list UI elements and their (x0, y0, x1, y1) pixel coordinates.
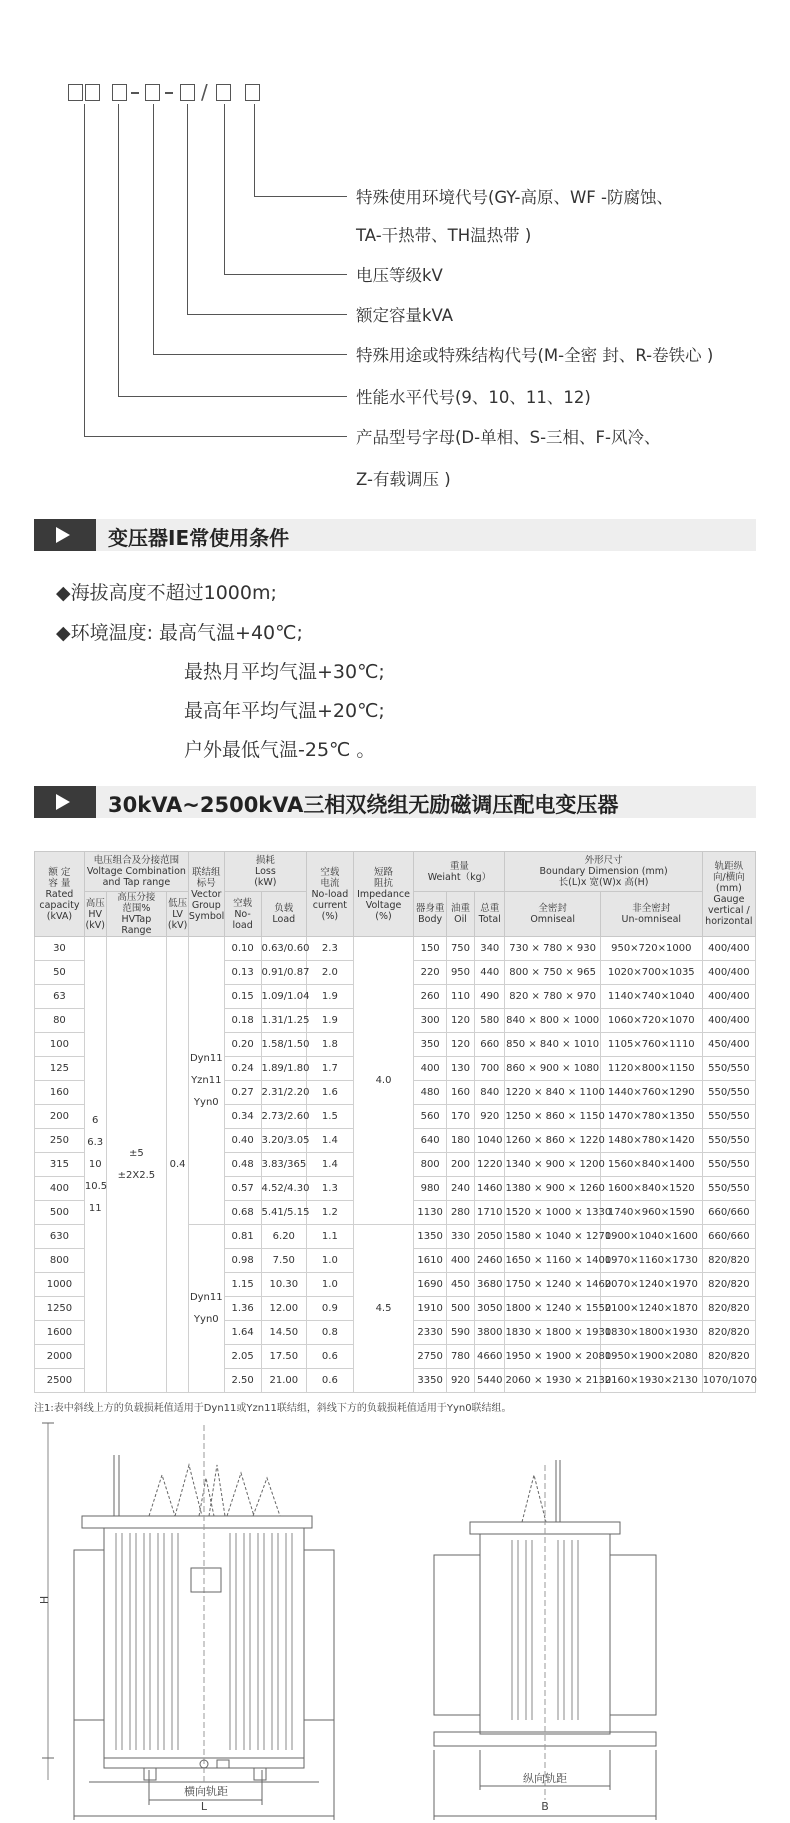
cell-capacity: 2500 (35, 1369, 85, 1393)
cell-omniseal: 730 × 780 × 930 (505, 937, 600, 961)
header-weight: 重量 Weiaht（kg） (414, 852, 505, 892)
table-note: 注1:表中斜线上方的负载损耗值适用于Dyn11或Yzn11联结组，斜线下方的负载损耗值适用于Yyn0联结组。 (34, 1403, 512, 1414)
cell-oil: 120 (446, 1033, 474, 1057)
tap-value: ±2X2.5 (117, 1169, 156, 1181)
cell-load-loss: 2.73/2.60 (261, 1105, 307, 1129)
header-noload-current: 空载 电流 No-load current (%) (307, 852, 354, 937)
cell-oil: 130 (446, 1057, 474, 1081)
cell-gauge: 400/400 (702, 985, 755, 1009)
cell-load-loss: 4.52/4.30 (261, 1177, 307, 1201)
hv-value: 10.5 (84, 1180, 108, 1192)
header-tap: 高压分接 范围% HVTap Range (106, 892, 167, 937)
cell-unomniseal: 1830×1800×1930 (600, 1321, 702, 1345)
cell-gauge: 550/550 (702, 1081, 755, 1105)
cell-noload-current: 0.8 (307, 1321, 354, 1345)
cell-body: 800 (414, 1153, 447, 1177)
cell-noload-loss: 1.36 (224, 1297, 261, 1321)
cell-omniseal: 1800 × 1240 × 1550 (505, 1297, 600, 1321)
cell-noload-current: 0.6 (307, 1369, 354, 1393)
cell-total: 840 (475, 1081, 505, 1105)
cell-oil: 330 (446, 1225, 474, 1249)
condition-altitude: ◆海拔高度不超过1000m; (56, 582, 277, 604)
cell-omniseal: 1260 × 860 × 1220 (505, 1129, 600, 1153)
cell-noload-current: 1.6 (307, 1081, 354, 1105)
cell-body: 350 (414, 1033, 447, 1057)
cell-body: 2330 (414, 1321, 447, 1345)
code-box (112, 84, 127, 101)
cell-omniseal: 800 × 750 × 965 (505, 961, 600, 985)
leader-line (84, 104, 347, 437)
cell-total: 700 (475, 1057, 505, 1081)
code-box (145, 84, 160, 101)
rated-capacity-desc: 额定容量kVA (356, 306, 454, 325)
cell-total: 3680 (475, 1273, 505, 1297)
cell-gauge: 1070/1070 (702, 1369, 755, 1393)
front-view (42, 1423, 334, 1820)
cell-noload-current: 1.2 (307, 1201, 354, 1225)
cell-body: 1910 (414, 1297, 447, 1321)
cell-noload-current: 2.3 (307, 937, 354, 961)
cell-oil: 920 (446, 1369, 474, 1393)
length-label: L (200, 1800, 208, 1813)
side-view (434, 1460, 656, 1820)
cell-body: 1350 (414, 1225, 447, 1249)
condition-min-temp: 户外最低气温-25℃ 。 (184, 739, 376, 761)
vector-value: Yzn11 (191, 1074, 222, 1086)
cell-noload-loss: 0.27 (224, 1081, 261, 1105)
code-dash (131, 92, 139, 94)
cell-capacity: 125 (35, 1057, 85, 1081)
cell-body: 2750 (414, 1345, 447, 1369)
cell-load-loss: 3.83/365 (261, 1153, 307, 1177)
cell-capacity: 315 (35, 1153, 85, 1177)
cell-load-loss: 0.63/0.60 (261, 937, 307, 961)
cell-omniseal: 1380 × 900 × 1260 (505, 1177, 600, 1201)
cell-total: 3050 (475, 1297, 505, 1321)
cell-omniseal: 1520 × 1000 × 1330 (505, 1201, 600, 1225)
cell-body: 980 (414, 1177, 447, 1201)
cell-unomniseal: 2100×1240×1870 (600, 1297, 702, 1321)
cell-oil: 590 (446, 1321, 474, 1345)
cell-noload-loss: 2.50 (224, 1369, 261, 1393)
header-voltage-group: 电压组合及分接范围 Voltage Combination and Tap range (84, 852, 188, 892)
height-label: H (38, 1595, 51, 1605)
cell-body: 1610 (414, 1249, 447, 1273)
cell-noload-current: 1.4 (307, 1129, 354, 1153)
cell-total: 580 (475, 1009, 505, 1033)
code-box (68, 84, 83, 101)
header-hv: 高压 HV (kV) (84, 892, 106, 937)
header-body: 器身重 Body (414, 892, 447, 937)
header-gauge: 轨距纵 向/横向 (mm) Gauge vertical / horizontal (702, 852, 755, 937)
header-oil: 油重 Oil (446, 892, 474, 937)
width-label: B (541, 1800, 549, 1813)
cell-omniseal: 1220 × 840 × 1100 (505, 1081, 600, 1105)
cell-vector-lower (188, 1225, 224, 1393)
cell-capacity: 1250 (35, 1297, 85, 1321)
cell-gauge: 660/660 (702, 1225, 755, 1249)
hv-value: 10 (88, 1158, 102, 1170)
cell-total: 3800 (475, 1321, 505, 1345)
cell-noload-current: 1.3 (307, 1177, 354, 1201)
cell-noload-current: 1.8 (307, 1033, 354, 1057)
cell-unomniseal: 1060×720×1070 (600, 1009, 702, 1033)
cell-body: 220 (414, 961, 447, 985)
cell-omniseal: 1250 × 860 × 1150 (505, 1105, 600, 1129)
cell-oil: 950 (446, 961, 474, 985)
cell-omniseal: 1750 × 1240 × 1460 (505, 1273, 600, 1297)
cell-capacity: 80 (35, 1009, 85, 1033)
cell-unomniseal: 1440×760×1290 (600, 1081, 702, 1105)
cell-load-loss: 6.20 (261, 1225, 307, 1249)
cell-capacity: 2000 (35, 1345, 85, 1369)
cell-capacity: 50 (35, 961, 85, 985)
cell-noload-loss: 0.57 (224, 1177, 261, 1201)
condition-month-temp: 最热月平均气温+30℃; (184, 661, 385, 683)
cell-noload-loss: 1.64 (224, 1321, 261, 1345)
cell-oil: 170 (446, 1105, 474, 1129)
cell-oil: 280 (446, 1201, 474, 1225)
cell-omniseal: 850 × 840 × 1010 (505, 1033, 600, 1057)
cell-gauge: 820/820 (702, 1345, 755, 1369)
env-code-desc-cont: TA-干热带、TH温热带 ) (356, 226, 532, 245)
product-letter-desc: 产品型号字母(D-单相、S-三相、F-风冷、 (356, 428, 661, 447)
cell-omniseal: 1830 × 1800 × 1930 (505, 1321, 600, 1345)
cell-load-loss: 1.58/1.50 (261, 1033, 307, 1057)
cell-gauge: 550/550 (702, 1153, 755, 1177)
cell-oil: 180 (446, 1129, 474, 1153)
cell-capacity: 30 (35, 937, 85, 961)
cell-total: 1220 (475, 1153, 505, 1177)
cell-noload-loss: 0.68 (224, 1201, 261, 1225)
special-purpose-desc: 特殊用途或特殊结构代号(M-全密 封、R-卷铁心 ) (356, 346, 714, 365)
header-dimension: 外形尺寸 Boundary Dimension (mm) 长(L)x 宽(W)x 高(H) (505, 852, 702, 892)
cell-omniseal: 1950 × 1900 × 2080 (505, 1345, 600, 1369)
code-dash (165, 92, 173, 94)
cell-capacity: 100 (35, 1033, 85, 1057)
cell-oil: 200 (446, 1153, 474, 1177)
cell-gauge: 820/820 (702, 1249, 755, 1273)
cell-total: 1040 (475, 1129, 505, 1153)
cell-omniseal: 1580 × 1040 × 1270 (505, 1225, 600, 1249)
cell-unomniseal: 1105×760×1110 (600, 1033, 702, 1057)
cell-capacity: 63 (35, 985, 85, 1009)
header-vector: 联结组 标号 Vector Group Symbol (188, 852, 224, 937)
cell-noload-loss: 2.05 (224, 1345, 261, 1369)
cell-body: 560 (414, 1105, 447, 1129)
cell-noload-loss: 0.81 (224, 1225, 261, 1249)
cell-omniseal: 820 × 780 × 970 (505, 985, 600, 1009)
cell-noload-loss: 1.15 (224, 1273, 261, 1297)
cell-noload-current: 0.9 (307, 1297, 354, 1321)
code-slash: / (201, 80, 208, 104)
cell-capacity: 800 (35, 1249, 85, 1273)
cell-omniseal: 1340 × 900 × 1200 (505, 1153, 600, 1177)
cell-total: 440 (475, 961, 505, 985)
cell-gauge: 820/820 (702, 1297, 755, 1321)
cell-noload-current: 1.5 (307, 1105, 354, 1129)
cell-noload-loss: 0.13 (224, 961, 261, 985)
cell-tap-merged (106, 937, 167, 1393)
cell-omniseal: 2060 × 1930 × 2130 (505, 1369, 600, 1393)
cell-unomniseal: 1140×740×1040 (600, 985, 702, 1009)
cell-gauge: 400/400 (702, 937, 755, 961)
header-capacity: 额 定 容 量 Rated capacity (kVA) (35, 852, 85, 937)
cell-unomniseal: 950×720×1000 (600, 937, 702, 961)
cell-gauge: 550/550 (702, 1057, 755, 1081)
code-box (180, 84, 195, 101)
cell-omniseal: 860 × 900 × 1080 (505, 1057, 600, 1081)
header-omniseal: 全密封 Omniseal (505, 892, 600, 937)
cell-unomniseal: 2070×1240×1970 (600, 1273, 702, 1297)
condition-temperature: ◆环境温度: 最高气温+40℃; (56, 622, 303, 644)
cell-body: 1690 (414, 1273, 447, 1297)
vector-value: Yyn0 (193, 1096, 219, 1108)
cell-noload-loss: 0.20 (224, 1033, 261, 1057)
cell-capacity: 400 (35, 1177, 85, 1201)
section-title: 30kVA~2500kVA三相双绕组无励磁调压配电变压器 (108, 793, 619, 817)
cell-load-loss: 0.91/0.87 (261, 961, 307, 985)
cell-unomniseal: 1600×840×1520 (600, 1177, 702, 1201)
cell-load-loss: 5.41/5.15 (261, 1201, 307, 1225)
hv-value: 6 (92, 1114, 99, 1126)
play-arrow-icon (34, 786, 96, 818)
cell-gauge: 820/820 (702, 1273, 755, 1297)
cell-unomniseal: 1950×1900×2080 (600, 1345, 702, 1369)
vector-value: Dyn11 (189, 1291, 223, 1303)
cell-gauge: 820/820 (702, 1321, 755, 1345)
cell-total: 2050 (475, 1225, 505, 1249)
cell-noload-current: 1.1 (307, 1225, 354, 1249)
cell-lv-merged: 0.4 (167, 937, 189, 1393)
code-box (245, 84, 260, 101)
section-title: 变压器IE常使用条件 (108, 526, 290, 550)
cell-oil: 750 (446, 937, 474, 961)
hv-value: 11 (88, 1202, 102, 1214)
cell-omniseal: 1650 × 1160 × 1400 (505, 1249, 600, 1273)
cell-unomniseal: 1970×1160×1730 (600, 1249, 702, 1273)
cell-gauge: 450/400 (702, 1033, 755, 1057)
voltage-level-desc: 电压等级kV (356, 266, 443, 285)
cell-oil: 160 (446, 1081, 474, 1105)
cell-total: 920 (475, 1105, 505, 1129)
cell-capacity: 200 (35, 1105, 85, 1129)
cell-noload-loss: 0.24 (224, 1057, 261, 1081)
cell-body: 260 (414, 985, 447, 1009)
cell-body: 3350 (414, 1369, 447, 1393)
cell-load-loss: 10.30 (261, 1273, 307, 1297)
cell-noload-current: 1.4 (307, 1153, 354, 1177)
cell-body: 640 (414, 1129, 447, 1153)
header-impedance: 短路 阻抗 Impedance Voltage (%) (353, 852, 414, 937)
cell-noload-current: 1.9 (307, 985, 354, 1009)
header-lv: 低压 LV (kV) (167, 892, 189, 937)
cell-load-loss: 2.31/2.20 (261, 1081, 307, 1105)
vector-value: Dyn11 (189, 1052, 223, 1064)
cell-noload-current: 1.7 (307, 1057, 354, 1081)
cell-gauge: 550/550 (702, 1177, 755, 1201)
cell-oil: 500 (446, 1297, 474, 1321)
condition-year-temp: 最高年平均气温+20℃; (184, 700, 385, 722)
cell-noload-loss: 0.18 (224, 1009, 261, 1033)
vertical-gauge-label: 纵向轨距 (523, 1772, 567, 1785)
play-arrow-icon (34, 519, 96, 551)
cell-body: 1130 (414, 1201, 447, 1225)
cell-noload-current: 1.0 (307, 1249, 354, 1273)
hv-value: 6.3 (87, 1136, 104, 1148)
cell-load-loss: 21.00 (261, 1369, 307, 1393)
cell-capacity: 1600 (35, 1321, 85, 1345)
cell-unomniseal: 1740×960×1590 (600, 1201, 702, 1225)
cell-oil: 120 (446, 1009, 474, 1033)
cell-oil: 780 (446, 1345, 474, 1369)
cell-total: 1710 (475, 1201, 505, 1225)
cell-gauge: 400/400 (702, 1009, 755, 1033)
cell-body: 150 (414, 937, 447, 961)
cell-capacity: 1000 (35, 1273, 85, 1297)
cell-noload-current: 1.0 (307, 1273, 354, 1297)
cell-noload-current: 0.6 (307, 1345, 354, 1369)
section-header-conditions (34, 519, 756, 551)
cell-noload-current: 1.9 (307, 1009, 354, 1033)
cell-noload-current: 2.0 (307, 961, 354, 985)
cell-capacity: 500 (35, 1201, 85, 1225)
cell-unomniseal: 1020×700×1035 (600, 961, 702, 985)
cell-load-loss: 7.50 (261, 1249, 307, 1273)
cell-total: 660 (475, 1033, 505, 1057)
cell-oil: 110 (446, 985, 474, 1009)
env-code-desc: 特殊使用环境代号(GY-高原、WF -防腐蚀、 (356, 188, 673, 207)
cell-total: 5440 (475, 1369, 505, 1393)
performance-level-desc: 性能水平代号(9、10、11、12) (356, 388, 591, 407)
cell-total: 2460 (475, 1249, 505, 1273)
cell-load-loss: 1.31/1.25 (261, 1009, 307, 1033)
cell-total: 490 (475, 985, 505, 1009)
vector-value: Yyn0 (193, 1313, 219, 1325)
cell-noload-loss: 0.34 (224, 1105, 261, 1129)
cell-load-loss: 1.09/1.04 (261, 985, 307, 1009)
cell-unomniseal: 2160×1930×2130 (600, 1369, 702, 1393)
spec-table-body (35, 937, 756, 1393)
cell-total: 340 (475, 937, 505, 961)
cell-capacity: 630 (35, 1225, 85, 1249)
cell-noload-loss: 0.15 (224, 985, 261, 1009)
cell-unomniseal: 1480×780×1420 (600, 1129, 702, 1153)
cell-unomniseal: 1560×840×1400 (600, 1153, 702, 1177)
cell-total: 1460 (475, 1177, 505, 1201)
cell-noload-loss: 0.48 (224, 1153, 261, 1177)
cell-unomniseal: 1120×800×1150 (600, 1057, 702, 1081)
cell-unomniseal: 1470×780×1350 (600, 1105, 702, 1129)
header-load-loss: 负载 Load (261, 892, 307, 937)
code-box (216, 84, 231, 101)
cell-load-loss: 1.89/1.80 (261, 1057, 307, 1081)
cell-gauge: 550/550 (702, 1105, 755, 1129)
cell-omniseal: 840 × 800 × 1000 (505, 1009, 600, 1033)
product-letter-desc-cont: Z-有载调压 ) (356, 470, 451, 489)
outline-drawing (34, 1420, 756, 1820)
cell-hv-merged (84, 937, 106, 1393)
tap-value: ±5 (129, 1147, 144, 1159)
cell-oil: 400 (446, 1249, 474, 1273)
cell-capacity: 250 (35, 1129, 85, 1153)
cell-impedance-lower: 4.5 (353, 1225, 414, 1393)
cell-noload-loss: 0.98 (224, 1249, 261, 1273)
cell-load-loss: 17.50 (261, 1345, 307, 1369)
header-unomniseal: 非全密封 Un-omniseal (600, 892, 702, 937)
header-loss: 损耗 Loss (kW) (224, 852, 306, 892)
cell-capacity: 160 (35, 1081, 85, 1105)
spec-table (34, 851, 756, 1393)
cell-vector-upper (188, 937, 224, 1225)
cell-gauge: 400/400 (702, 961, 755, 985)
section-header-transformer (34, 786, 756, 818)
cell-load-loss: 14.50 (261, 1321, 307, 1345)
cell-impedance-upper: 4.0 (353, 937, 414, 1225)
cell-gauge: 550/550 (702, 1129, 755, 1153)
cell-load-loss: 12.00 (261, 1297, 307, 1321)
cell-load-loss: 3.20/3.05 (261, 1129, 307, 1153)
cell-body: 480 (414, 1081, 447, 1105)
cell-unomniseal: 1900×1040×1600 (600, 1225, 702, 1249)
cell-noload-loss: 0.40 (224, 1129, 261, 1153)
cell-body: 300 (414, 1009, 447, 1033)
cell-oil: 450 (446, 1273, 474, 1297)
horizontal-gauge-label: 横向轨距 (184, 1785, 228, 1798)
cell-noload-loss: 0.10 (224, 937, 261, 961)
header-total: 总重 Total (475, 892, 505, 937)
cell-oil: 240 (446, 1177, 474, 1201)
code-box (85, 84, 100, 101)
cell-body: 400 (414, 1057, 447, 1081)
cell-gauge: 660/660 (702, 1201, 755, 1225)
table-row (35, 937, 756, 961)
header-noload-loss: 空载 No-load (224, 892, 261, 937)
cell-total: 4660 (475, 1345, 505, 1369)
